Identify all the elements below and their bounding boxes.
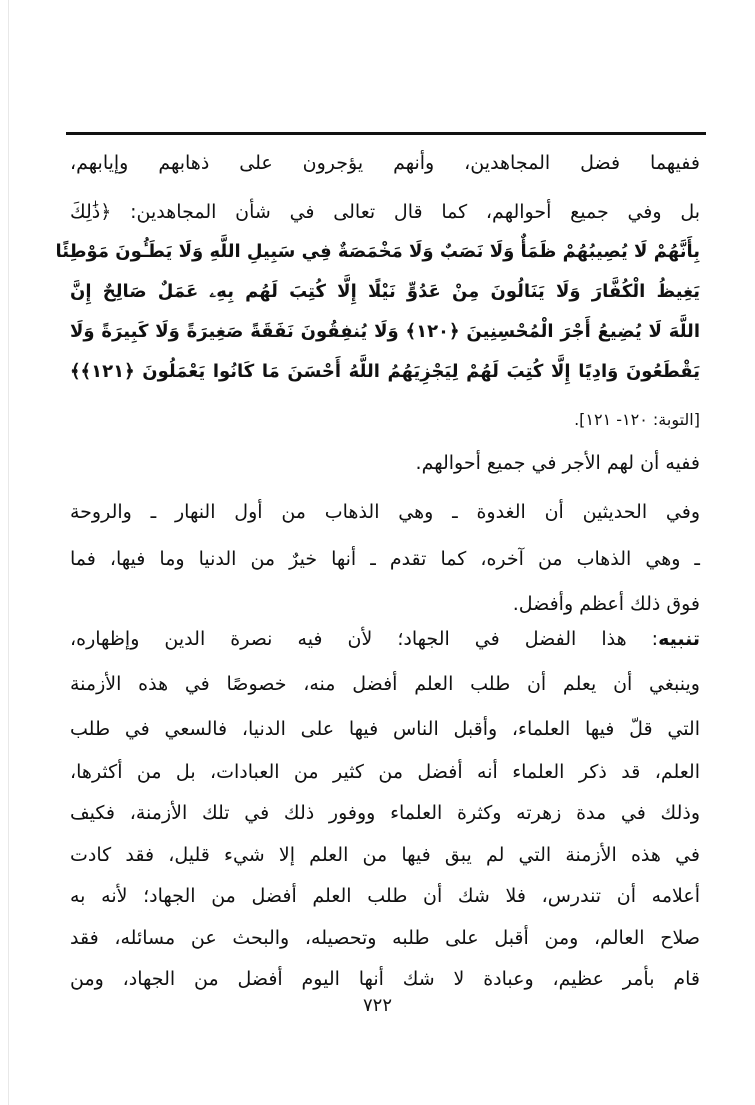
text-line: صلاح العالم، ومن أقبل على طلبه وتحصيله، والبحث عن مسائله، فقد <box>70 927 700 949</box>
text-line: بل وفي جميع أحوالهم، كما قال تعالى في شأن المجاهدين: ﴿ذَٰلِكَ <box>70 201 700 223</box>
note-text: : هذا الفضل في الجهاد؛ لأن فيه نصرة الدين وإظهاره، <box>70 628 659 650</box>
page-number: ٧٢٢ <box>362 995 392 1016</box>
text-line: قام بأمر عظيم، وعبادة لا شك أنها اليوم أفضل من الجهاد، ومن <box>70 968 700 990</box>
header-rule <box>66 132 706 135</box>
text-line: ـ وهي الذهاب من آخره، كما تقدم ـ أنها خيرٌ من الدنيا وما فيها، فما <box>70 548 700 570</box>
note-line <box>70 624 700 654</box>
quran-verse-line: يَغِيظُ الْكُفَّارَ وَلَا يَنَالُونَ مِنْ عَدُوٍّ نَيْلًا إِلَّا كُتِبَ لَهُم بِهِۦ عَمَلٌ صَالِحٌ إِنَّ <box>70 281 700 302</box>
text-line: في هذه الأزمنة التي لم يبق فيها من العلم إلا شيء قليل، فقد كادت <box>70 844 700 866</box>
text-line: أعلامه أن تندرس، فلا شك أن طلب العلم أفضل من الجهاد؛ لأنه به <box>70 885 700 907</box>
text-line: وفي الحديثين أن الغدوة ـ وهي الذهاب من أول النهار ـ والروحة <box>70 501 700 523</box>
note-label: تنبيه <box>658 628 700 650</box>
quran-verse-line: بِأَنَّهُمْ لَا يُصِيبُهُمْ ظَمَأٌ وَلَا نَصَبٌ وَلَا مَخْمَصَةٌ فِي سَبِيلِ اللَّهِ وَلَا يَطَـُٔونَ مَوْطِئًا <box>55 241 700 262</box>
text-line: ففيه أن لهم الأجر في جميع أحوالهم. <box>415 452 700 474</box>
page-edge-shadow <box>8 0 9 1105</box>
text-line: فوق ذلك أعظم وأفضل. <box>512 593 700 615</box>
quran-verse-line: يَقْطَعُونَ وَادِيًا إِلَّا كُتِبَ لَهُمْ لِيَجْزِيَهُمُ اللَّهُ أَحْسَنَ مَا كَانُوا يَعْمَلُونَ ﴿١٢١﴾﴾ <box>70 361 700 382</box>
quran-verse-line: اللَّهَ لَا يُضِيعُ أَجْرَ الْمُحْسِنِينَ ﴿١٢٠﴾ وَلَا يُنفِقُونَ نَفَقَةً صَغِيرَةً وَلَا كَبِيرَةً وَلَا <box>70 321 700 342</box>
text-line: ففيهما فضل المجاهدين، وأنهم يؤجرون على ذهابهم وإيابهم، <box>70 152 700 174</box>
text-line: العلم، قد ذكر العلماء أنه أفضل من كثير من العبادات، بل من أكثرها، <box>70 761 700 783</box>
text-line: التي قلّ فيها العلماء، وأقبل الناس فيها على الدنيا، فالسعي في طلب <box>70 718 700 740</box>
text-line: وينبغي أن يعلم أن طلب العلم أفضل منه، خصوصًا في هذه الأزمنة <box>70 673 700 695</box>
verse-reference: [التوبة: ١٢٠- ١٢١]. <box>574 410 700 429</box>
text-line: وذلك في مدة زهرته وكثرة العلماء ووفور ذلك في تلك الأزمنة، فكيف <box>70 802 700 824</box>
